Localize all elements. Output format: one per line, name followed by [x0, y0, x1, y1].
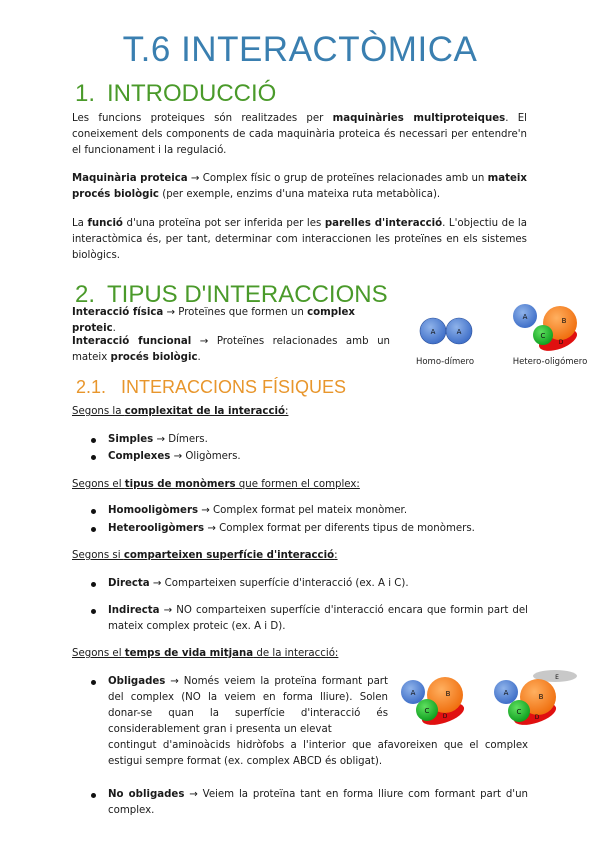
- list-item: [108, 449, 241, 465]
- bullet: [91, 609, 96, 614]
- text: .: [112, 323, 116, 334]
- text: → Proteïnes que formen un: [163, 307, 308, 318]
- complex2-label-a: A: [503, 689, 509, 697]
- list-item: [108, 576, 409, 592]
- hetero-label-c: C: [540, 332, 546, 340]
- list-item-obligate: [108, 674, 388, 738]
- hetero-label-d: D: [558, 339, 564, 346]
- section-1-number: 1.: [75, 80, 96, 107]
- bullet: [91, 527, 96, 532]
- text: que formen el complex:: [235, 479, 360, 490]
- list-item: [108, 603, 528, 635]
- text: d'una proteïna pot ser inferida per les: [122, 218, 325, 229]
- page-title: T.6 INTERACTÒMICA: [122, 30, 478, 69]
- criterion-lifetime: [72, 648, 338, 659]
- bold-text: Directa: [108, 578, 150, 589]
- bold-text: comparteixen superfície d'interacció: [123, 550, 335, 561]
- bullet: [91, 509, 96, 514]
- complex2-label-b: B: [538, 693, 544, 701]
- text: :: [284, 406, 289, 417]
- list-item-non-obligate: [108, 787, 528, 819]
- dimer-oligomer-figure: [395, 298, 595, 370]
- text: → Proteïnes relacionades amb un mateix: [72, 336, 390, 363]
- hetero-label-a: A: [522, 313, 528, 321]
- text: → NO comparteixen superfície d'interacció encara que formin part del mateix complex proteic (ex. A i D).: [108, 605, 528, 632]
- homo-dimer-caption: Homo-dímero: [415, 357, 475, 367]
- bullet: [91, 438, 96, 443]
- bold-text: tipus de monòmers: [124, 479, 236, 490]
- criterion-complexity: [72, 406, 288, 417]
- bold-text: Maquinària proteica: [72, 173, 188, 184]
- complex1-label-d: D: [442, 713, 448, 720]
- complex1-label-b: B: [445, 690, 451, 698]
- bullet: [91, 793, 96, 798]
- intro-paragraph-3: [72, 216, 527, 264]
- text: .: [197, 352, 201, 363]
- section-2-1-title: INTERACCIONS FÍSIQUES: [121, 377, 347, 397]
- list-item: [108, 503, 407, 519]
- bold-text: Obligades: [108, 676, 166, 687]
- section-2-1-heading: [76, 377, 346, 398]
- section-2-1-number: 2.1.: [76, 377, 107, 397]
- homo-label-a1: A: [430, 328, 436, 336]
- text: → Complex físic o grup de proteïnes relacionades amb un: [187, 173, 488, 184]
- functional-interaction-text: [72, 334, 390, 366]
- text: (per exemple, enzims d'una mateixa ruta metabòlica).: [158, 189, 441, 200]
- criterion-monomer-type: [72, 479, 360, 490]
- criterion-interaction-surface: [72, 550, 338, 561]
- bold-text: complexitat de la interacció: [124, 406, 285, 417]
- complex1-label-a: A: [410, 689, 416, 697]
- list-item-obligate-continued: [108, 738, 528, 770]
- text: → Només veiem la proteïna formant part del complex (NO la veiem en forma lliure). Solen donar-se quan la superfície d'interacció és considerablement gran i presenta un elevat: [108, 676, 388, 735]
- text: → Dímers.: [153, 434, 208, 445]
- intro-paragraph-1: [72, 111, 527, 159]
- text: → Comparteixen superfície d'interacció (ex. A i C).: [149, 578, 409, 589]
- list-item: [108, 521, 475, 537]
- physical-interaction-text: [72, 305, 402, 337]
- bold-text: Homooligòmers: [108, 505, 199, 516]
- complex2-label-c: C: [516, 708, 522, 716]
- bold-text: maquinàries multiproteiques: [332, 113, 506, 124]
- text: → Veiem la proteïna tant en forma lliure com formant part d'un complex.: [108, 789, 529, 816]
- bold-text: Interacció funcional: [72, 336, 192, 347]
- intro-paragraph-2: [72, 171, 527, 203]
- text: . El coneixement dels components de cada maquinària proteica és necessari per entendre'n el funcionament i la regulació.: [72, 113, 527, 156]
- text: Les funcions proteiques són realitzades per: [72, 113, 333, 124]
- text: :: [334, 550, 338, 561]
- bold-text: Complexes: [108, 451, 171, 462]
- bullet: [91, 680, 96, 685]
- text: → Complex format pel mateix monòmer.: [198, 505, 408, 516]
- bold-text: procés biològic: [110, 352, 198, 363]
- bold-text: Heterooligòmers: [108, 523, 205, 534]
- section-2-title: TIPUS D'INTERACCIONS: [107, 281, 388, 308]
- bold-text: mateix procés biològic: [72, 173, 527, 200]
- bullet: [91, 455, 96, 460]
- list-item: [108, 432, 208, 448]
- bullet: [91, 582, 96, 587]
- bold-text: parelles d'interacció: [324, 218, 443, 229]
- text: . L'objectiu de la interactòmica és, per tant, determinar com interaccionen les proteïnes en els sistemes biològics.: [72, 218, 527, 261]
- section-2-number: 2.: [75, 281, 96, 308]
- text: Segons el: [72, 648, 125, 659]
- text: Segons el: [72, 479, 125, 490]
- text: contingut d'aminoàcids hidròfobs a l'interior que afavoreixen que el complex estigui sempre format (ex. complex ABCD és obligat).: [108, 740, 528, 767]
- hetero-label-b: B: [561, 317, 567, 325]
- complex2-label-d: D: [534, 714, 540, 721]
- bold-text: funció: [87, 218, 123, 229]
- text: Segons la: [72, 406, 125, 417]
- text: → Oligòmers.: [170, 451, 241, 462]
- bold-text: Indirecta: [108, 605, 160, 616]
- complex1-label-c: C: [424, 707, 430, 715]
- bold-text: Simples: [108, 434, 154, 445]
- text: La: [72, 218, 88, 229]
- hetero-oligomer-caption: Hetero-oligómero: [512, 357, 588, 367]
- text: Segons si: [72, 550, 124, 561]
- complex2-label-e: E: [555, 674, 559, 681]
- text: de la interacció:: [253, 648, 339, 659]
- section-1-heading: [75, 80, 276, 108]
- obligate-complex-figure: [395, 668, 595, 734]
- bold-text: complex proteic: [72, 307, 355, 334]
- bold-text: No obligades: [108, 789, 185, 800]
- section-1-title: INTRODUCCIÓ: [107, 80, 277, 107]
- homo-label-a2: A: [456, 328, 462, 336]
- bold-text: Interacció física: [72, 307, 164, 318]
- text: → Complex format per diferents tipus de monòmers.: [204, 523, 475, 534]
- bold-text: temps de vida mitjana: [124, 648, 254, 659]
